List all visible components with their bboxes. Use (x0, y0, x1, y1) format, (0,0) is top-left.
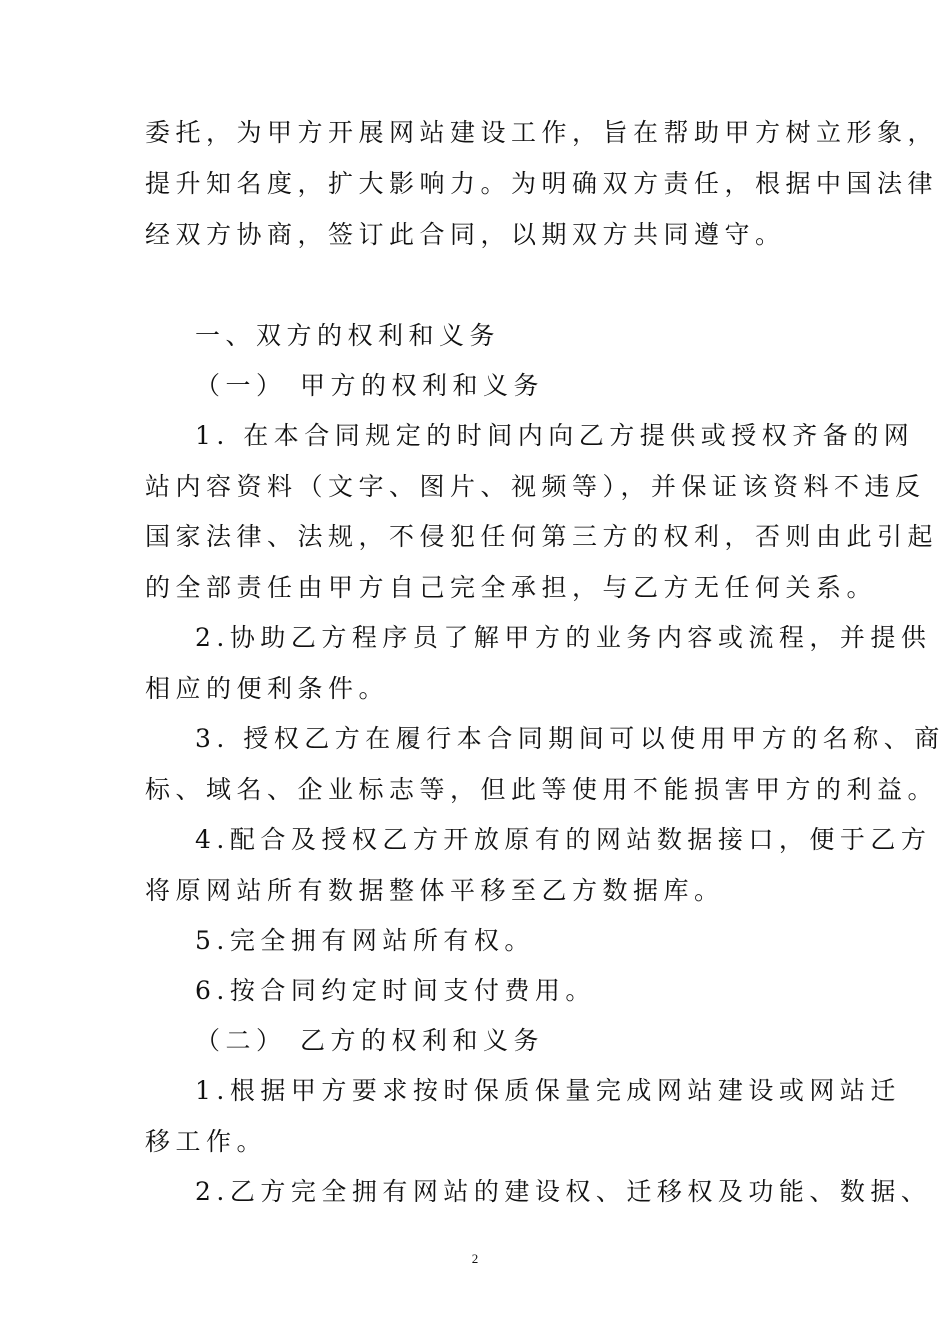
party-a-item-3-line-1: 3. 授权乙方在履行本合同期间可以使用甲方的名称、商 (195, 724, 945, 753)
party-b-item-2-line-1: 2.乙方完全拥有网站的建设权、迁移权及功能、数据、 (195, 1177, 932, 1206)
party-a-item-1-line-4: 的全部责任由甲方自己完全承担，与乙方无任何关系。 (145, 573, 878, 602)
intro-line-3: 经双方协商，签订此合同，以期双方共同遵守。 (145, 220, 786, 249)
party-a-item-1-line-1: 1. 在本合同规定的时间内向乙方提供或授权齐备的网 (195, 421, 915, 450)
party-a-item-1-line-2: 站内容资料（文字、图片、视频等），并保证该资料不违反 (145, 472, 926, 501)
page-number: 2 (471, 1251, 479, 1266)
subsection-title-party-b: （二） 乙方的权利和义务 (195, 1026, 544, 1055)
party-a-item-2-line-1: 2.协助乙方程序员了解甲方的业务内容或流程，并提供 (195, 623, 932, 652)
party-a-item-3-line-2: 标、域名、企业标志等，但此等使用不能损害甲方的利益。 (145, 775, 939, 804)
party-a-item-4-line-2: 将原网站所有数据整体平移至乙方数据库。 (145, 876, 725, 905)
party-a-item-4-line-1: 4.配合及授权乙方开放原有的网站数据接口，便于乙方 (195, 825, 932, 854)
party-a-item-6: 6.按合同约定时间支付费用。 (195, 976, 596, 1005)
intro-line-2: 提升知名度，扩大影响力。为明确双方责任，根据中国法律 (145, 169, 939, 198)
party-a-item-5: 5.完全拥有网站所有权。 (195, 926, 535, 955)
party-a-item-1-line-3: 国家法律、法规，不侵犯任何第三方的权利，否则由此引起 (145, 522, 939, 551)
subsection-title-party-a: （一） 甲方的权利和义务 (195, 371, 544, 400)
party-b-item-1-line-1: 1.根据甲方要求按时保质保量完成网站建设或网站迁 (195, 1076, 901, 1105)
intro-line-1: 委托，为甲方开展网站建设工作，旨在帮助甲方树立形象， (145, 118, 939, 147)
party-b-item-1-line-2: 移工作。 (145, 1127, 268, 1156)
section-title: 一、双方的权利和义务 (195, 321, 501, 350)
party-a-item-2-line-2: 相应的便利条件。 (145, 674, 390, 703)
